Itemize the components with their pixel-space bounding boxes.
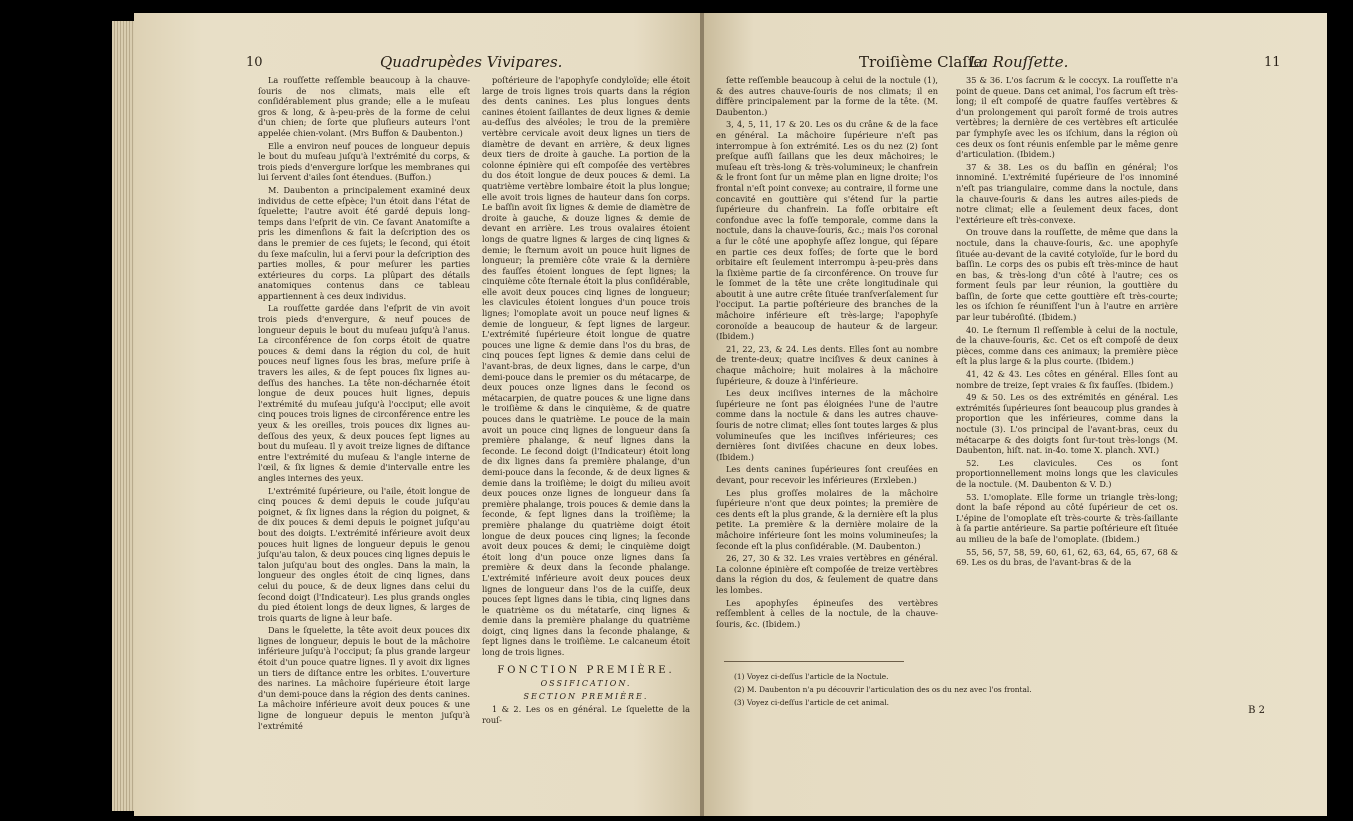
paragraph: 55, 56, 57, 58, 59, 60, 61, 62, 63, 64, 65, 67, 68 & 69. Les os du bras, de l'avant-bras & de la — [956, 546, 1178, 568]
text-column-1 — [716, 75, 938, 631]
paragraph: La rouſſette reſſemble beaucoup à la chauve-ſouris de nos climats, mais elle eſt conſidérablement plus grande; elle a le muſeau gros & long, & à-peu-près de la forme de celui d'un chien; de ſorte que pluſieurs auteurs l'ont appelée chien-volant. (Mrs Buffon & Daubenton.) — [258, 75, 470, 138]
footnote-rule — [724, 661, 904, 662]
paragraph: Les plus groſſes molaires de la mâchoire ſupérieure n'ont que deux pointes; la première de ces dents eſt la plus grande, & la dernière eſt la plus petite. La première & la dernière molaire de la mâchoire inférieure ſont les moins volumineuſes; la ſeconde eſt la plus conſidérable. (M. Daubenton.) — [716, 487, 938, 551]
footnote: (1) Voyez ci-deſſus l'article de la Noctule. — [734, 672, 889, 681]
footnotes — [734, 670, 1254, 709]
paragraph: 1 & 2. Les os en général. Le ſquelette de la rouſ- — [482, 704, 690, 726]
paragraph: 52. Les clavicules. Ces os ſont proportionnellement moins longs que les clavicules de la noctule. (M. Daubenton & V. D.) — [956, 457, 1178, 489]
paragraph: Les apophyſes épineuſes des vertèbres reſſemblent à celles de la noctule, de la chauve-ſouris, &c. (Ibidem.) — [716, 597, 938, 629]
paragraph: Les dents canines ſupérieures ſont creuſées en devant, pour recevoir les inférieures (Erxleben.) — [716, 464, 938, 485]
running-header: Quadrupèdes Vivipares. — [380, 53, 563, 71]
page-number: 11 — [1264, 55, 1281, 70]
footnote: (3) Voyez ci-deſſus l'article de cet animal. — [734, 698, 890, 707]
signature-mark: B 2 — [1248, 705, 1265, 716]
text-column-2 — [956, 75, 1178, 570]
paragraph: La rouſſette gardée dans l'eſprit de vin avoit trois pieds d'envergure, & neuf pouces de longueur depuis le bout du muſeau juſqu'à l'anus. La circonférence de ſon corps étoit de quatre pouces & demi dans la région du col, de huit pouces neuf lignes ſous les bras, meſure priſe à travers les ailes, & de ſept pouces ſix lignes au-deſſus des hanches. La tête non-décharnée étoit longue de deux pouces huit lignes, depuis l'extrémité du muſeau juſqu'à l'occiput; elle avoit cinq pouces trois lignes de circonférence entre les yeux & les oreilles, trois pouces dix lignes au-deſſous des yeux, & deux pouces ſept lignes au bout du muſeau. Il y avoit treize lignes de diſtance entre l'extrémité du muſeau & l'angle interne de l'œil, & ſix lignes & demie d'intervalle entre les angles internes des yeux. — [258, 303, 470, 483]
paragraph: ſette reſſemble beaucoup à celui de la noctule (1), & des autres chauve-ſouris de nos climats; il en diffère principalement par la forme de la tête. (M. Daubenton.) — [716, 75, 938, 117]
paragraph: Les deux inciſives internes de la mâchoire ſupérieure ne ſont pas éloignées l'une de l'autre comme dans la noctule & dans les autres chauve-ſouris de notre climat; elles ſont toutes larges & plus volumineuſes que les inciſives inférieures; ces dernières ſont diviſées chacune en deux lobes. (Ibidem.) — [716, 388, 938, 462]
paragraph: 53. L'omoplate. Elle forme un triangle très-long; dont la baſe répond au côté ſupérieur de cet os. L'épine de l'omoplate eſt très-courte & très-ſaillante à ſa partie antérieure. Sa partie poſtérieure eſt ſituée au milieu de la baſe de l'omoplate. (Ibidem.) — [956, 491, 1178, 544]
paragraph: L'extrémité ſupérieure, ou l'aile, étoit longue de cinq pouces & demi depuis le coude juſqu'au poignet, & ſix lignes dans la région du poignet, & de dix pouces & demi depuis le poignet juſqu'au bout des doigts. L'extrémité inférieure avoit deux pouces huit lignes de longueur depuis le genou juſqu'au talon, & deux pouces cinq lignes depuis le talon juſqu'au bout des ongles. Dans la main, la longueur des ongles étoit de cinq lignes, dans celui du pouce, & de deux lignes dans celui du ſecond doigt (l'Indicateur). Les plus grands ongles du pied étoient longs de deux lignes, & larges de trois quarts de ligne à leur baſe. — [258, 485, 470, 623]
paragraph: poſtérieure de l'apophyſe condyloïde; elle étoit large de trois lignes trois quarts dans la région des dents canines. Les plus longues dents canines étoient ſaillantes de deux lignes & demie au-deſſus des alvéoles; le trou de la première vertèbre cervicale avoit deux lignes un tiers de diamètre de devant en arrière, & deux lignes deux tiers de droite à gauche. La portion de la colonne épinière qui eſt compoſée des vertèbres du dos étoit longue de deux pouces & demi. La quatrième vertèbre lombaire étoit la plus longue; elle avoit trois lignes de hauteur dans ſon corps. Le baſſin avoit ſix lignes & demie de diamètre de droite à gauche, & douze lignes & demie de devant en arrière. Les trous ovalaires étoient longs de quatre lignes & larges de cinq lignes & demie; le ſternum avoit un pouce huit lignes de longueur; la première côte vraie & la dernière des fauſſes étoient longues de ſept lignes; la cinquième côte ſternale étoit la plus conſidérable, elle avoit deux pouces cinq lignes de longueur; les clavicules étoient longues d'un pouce trois lignes; l'omoplate avoit un pouce neuf lignes & demie de longueur, & ſept lignes de largeur. L'extrémité ſupérieure étoit longue de quatre pouces une ligne & demie dans l'os du bras, de cinq pouces ſept lignes & demie dans celui de l'avant-bras, de deux lignes, dans le carpe, d'un demi-pouce dans le premier os du métacarpe, de deux pouces onze lignes dans le ſecond os métacarpien, de quatre pouces & une ligne dans le troiſième & dans le cinquième, & de quatre pouces dans le quatrième. Le pouce de la main avoit un pouce cinq lignes de longueur dans ſa première phalange, & neuf lignes dans la ſeconde. Le ſecond doigt (l'Indicateur) étoit long de dix lignes dans ſa première phalange, d'un demi-pouce dans la ſeconde, & de deux lignes & demie dans la troiſième; le doigt du milieu avoit deux pouces onze lignes de longueur dans ſa première phalange, trois pouces & demie dans la ſeconde, & ſept lignes dans la troiſième; la première phalange du quatrième doigt étoit longue de deux pouces cinq lignes; la ſeconde avoit deux pouces & demi; le cinquième doigt étoit long d'un pouce onze lignes dans ſa première & deux dans la ſeconde phalange. L'extrémité inférieure avoit deux pouces deux lignes de longueur dans l'os de la cuiſſe, deux pouces ſept lignes dans le tibia, cinq lignes dans le quatrième os du métatarſe, cinq lignes & demie dans la première phalange du quatrième doigt, cinq lignes dans la ſeconde phalange, & ſept lignes dans le troiſième. Le calcaneum étoit long de trois lignes. — [482, 75, 690, 658]
paragraph: 37 & 38. Les os du baſſin en général; l'os innominé. L'extrémité ſupérieure de l'os innominé n'eſt pas triangulaire, comme dans la noctule, dans la chauve-ſouris & dans les autres ailes-pieds de notre climat; elle a ſeulement deux faces, dont l'extérieure eſt très-convexe. — [956, 161, 1178, 225]
section-title: FONCTION PREMIÈRE. — [497, 664, 675, 676]
running-header-left: Troiſième Claſſe. — [859, 53, 988, 71]
paragraph: 35 & 36. L'os ſacrum & le coccyx. La rouſſette n'a point de queue. Dans cet animal, l'os ſacrum eſt très-long; il eſt compoſé de quatre fauſſes vertèbres & d'un prolongement qui paroît formé de trois autres vertèbres; la dernière de ces vertèbres eſt articulée par ſymphyſe avec les os iſchium, dans la région où ces deux os ſont réunis enſemble par le même genre d'articulation. (Ibidem.) — [956, 75, 1178, 160]
section-label: SECTION PREMIÈRE. — [523, 691, 649, 701]
left-page — [134, 13, 702, 816]
paragraph: 26, 27, 30 & 32. Les vraies vertèbres en général. La colonne épinière eſt compoſée de treize vertèbres dans la région du dos, & ſeulement de quatre dans les lombes. — [716, 553, 938, 595]
page-number: 10 — [246, 55, 263, 70]
paragraph: M. Daubenton a principalement examiné deux individus de cette eſpèce; l'un étoit dans l'état de ſquelette; l'autre avoit été gardé depuis long-temps dans l'eſprit de vin. Ce ſavant Anatomiſte a pris les dimenſions & fait la deſcription des os dans le premier de ces ſujets; le ſecond, qui étoit du ſexe maſculin, lui a ſervi pour la deſcription des parties molles, & pour meſurer les parties extérieures du corps. La plûpart des détails anatomiques contenus dans ce tableau appartiennent à ces deux individus. — [258, 184, 470, 301]
paragraph: Dans le ſquelette, la tête avoit deux pouces dix lignes de longueur, depuis le bout de la mâchoire inférieure juſqu'à l'occiput; ſa plus grande largeur étoit d'un pouce quatre lignes. Il y avoit dix lignes un tiers de diſtance entre les orbites. L'ouverture des narines. La mâchoire ſupérieure étoit large d'un demi-pouce dans la région des dents canines. La mâchoire inférieure avoit deux pouces & une ligne de longueur depuis le menton juſqu'à l'extrémité — [258, 625, 470, 731]
right-page — [704, 13, 1327, 816]
paragraph: 41, 42 & 43. Les côtes en général. Elles ſont au nombre de treize, ſept vraies & ſix fauſſes. (Ibidem.) — [956, 369, 1178, 390]
paragraph: 3, 4, 5, 11, 17 & 20. Les os du crâne & de la face en général. La mâchoire ſupérieure n'eſt pas interrompue à ſon extrémité. Les os du nez (2) ſont preſque auſſi ſaillans que les deux mâchoires; le muſeau eſt très-long & très-volumineux; le chanfrein & le front ſont ſur un même plan en ligne droite; l'os frontal n'eſt point convexe; au contraire, il forme une concavité en gouttière qui s'étend ſur la partie ſupérieure du chanfrein. La foſſe orbitaire eſt confondue avec la foſſe temporale, comme dans la noctule, dans la chauve-ſouris, &c.; mais l'os coronal a ſur le côté une apophyſe aſſez longue, qui ſépare en partie ces deux foſſes; de ſorte que le bord orbitaire eſt ſeulement interrompu à-peu-près dans la ſixième partie de ſa circonférence. On trouve ſur le ſommet de la tête une crête longitudinale qui aboutit à une autre crête ſituée tranſverſalement ſur l'occiput. La partie poſtérieure des branches de la mâchoire inférieure eſt très-large; l'apophyſe coronoïde a beaucoup de hauteur & de largeur. (Ibidem.) — [716, 119, 938, 342]
footnote: (2) M. Daubenton n'a pu découvrir l'articulation des os du nez avec l'os frontal. — [734, 685, 1032, 694]
paragraph: 49 & 50. Les os des extrémités en général. Les extrémités ſupérieures ſont beaucoup plus grandes à proportion que les inférieures, comme dans la noctule (3). L'os principal de l'avant-bras, ceux du métacarpe & des doigts ſont ſur-tout très-longs (M. Daubenton, hiſt. nat. in-4o. tome X. planch. XVI.) — [956, 392, 1178, 456]
text-column-1 — [258, 75, 470, 733]
subsection-title: OSSIFICATION. — [540, 679, 632, 689]
paragraph: On trouve dans la rouſſette, de même que dans la noctule, dans la chauve-ſouris, &c. une apophyſe ſituée au-devant de la cavité cotyloïde, ſur le bord du baſſin. Le corps des os pubis eſt très-mince de haut en bas, & très-long d'un côté à l'autre; ces os forment ſeuls par leur réunion, la gouttière du baſſin, de ſorte que cette gouttière eſt très-courte; les os iſchion ſe réuniſſent l'un à l'autre en arrière par leur tubéroſité. (Ibidem.) — [956, 227, 1178, 323]
paragraph: 40. Le ſternum Il reſſemble à celui de la noctule, de la chauve-ſouris, &c. Cet os eſt compoſé de deux pièces, comme dans ces animaux; la première pièce eſt la plus large & la plus courte. (Ibidem.) — [956, 324, 1178, 367]
running-header-right: La Rouſſette. — [969, 53, 1069, 71]
paragraph: 21, 22, 23, & 24. Les dents. Elles ſont au nombre de trente-deux; quatre inciſives & deux canines à chaque mâchoire; huit molaires à la mâchoire ſupérieure, & douze à l'inférieure. — [716, 343, 938, 386]
paragraph: Elle a environ neuf pouces de longueur depuis le bout du muſeau juſqu'à l'extrémité du corps, & trois pieds d'envergure lorſque les membranes qui lui ſervent d'ailes ſont étendues. (Buffon.) — [258, 140, 470, 183]
text-column-2 — [482, 75, 690, 728]
open-book — [112, 13, 1327, 816]
